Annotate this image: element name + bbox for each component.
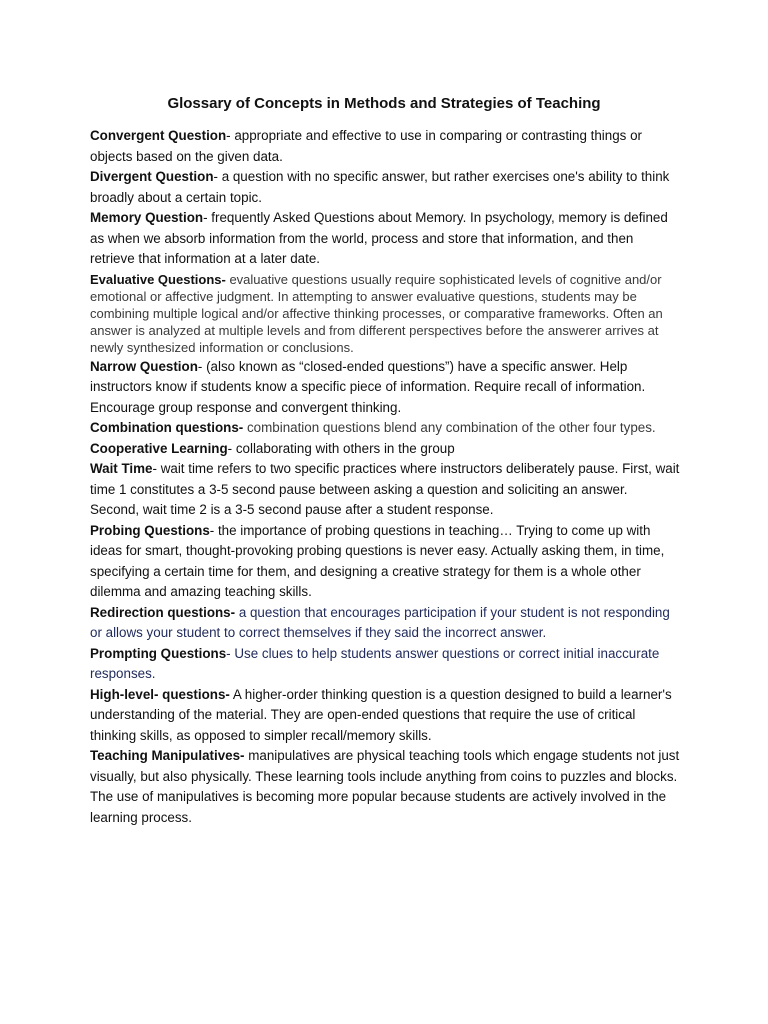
glossary-term: High-level- questions-: [90, 686, 230, 702]
glossary-entry-prompting-questions: [90, 644, 680, 685]
glossary-entry-evaluative-questions: [90, 270, 680, 357]
glossary-definition: - appropriate and effective to use in comparing or contrasting things or objects based on the given data.: [90, 128, 642, 164]
glossary-term: Cooperative Learning: [90, 440, 228, 456]
glossary-term: Teaching Manipulatives-: [90, 748, 245, 763]
glossary-definition: - collaborating with others in the group: [227, 440, 455, 456]
glossary-list: [90, 126, 680, 828]
page-title: Glossary of Concepts in Methods and Strategies of Teaching: [167, 95, 601, 112]
glossary-definition: evaluative questions usually require sophisticated levels of cognitive and/or emotional or affective judgment. In attempting to answer evaluative questions, students may be combining multiple logical and/or affective thinking processes, or comparative frameworks. Often an answer is analyzed at multiple levels and from different perspectives before the answerer arrives at newly synthesized information or conclusions.: [90, 271, 663, 355]
glossary-definition: a question that encourages participation if your student is not responding or allows your student to correct themselves if they said the incorrect answer.: [90, 604, 670, 640]
glossary-term: Convergent Question: [90, 128, 227, 143]
glossary-term: Redirection questions-: [90, 604, 236, 620]
glossary-definition: manipulatives are physical teaching tools which engage students not just visually, but also physically. These learning tools include anything from coins to puzzles and blocks. The use of manipulatives is becoming more popular because students are actively involved in the learning process.: [90, 748, 680, 825]
glossary-term: Divergent Question: [90, 169, 214, 184]
glossary-term: Memory Question: [90, 210, 204, 225]
glossary-entry-redirection-questions: [90, 603, 680, 644]
glossary-term: Combination questions-: [90, 420, 244, 435]
glossary-definition: combination questions blend any combination of the other four types.: [243, 420, 656, 435]
glossary-entry-combination-questions: [90, 418, 680, 439]
glossary-entry-high-level-questions: [90, 685, 680, 747]
glossary-entry-divergent-question: [90, 167, 680, 208]
glossary-entry-wait-time: [90, 459, 680, 521]
glossary-term: Wait Time: [90, 461, 153, 476]
glossary-entry-cooperative-learning: [90, 439, 680, 460]
glossary-definition: A higher-order thinking question is a question designed to build a learner's understanding of the material. They are open-ended questions that require the use of critical thinking skills, as opposed to simpler recall/memory skills.: [90, 686, 672, 743]
glossary-term: Prompting Questions: [90, 645, 227, 661]
glossary-definition: - the importance of probing questions in teaching… Trying to come up with ideas for smart, thought-provoking probing questions is never easy. Actually asking them, in time, specifying a certain time for them, and designing a creative strategy for them is a whole other dilemma and amazing teaching skills.: [90, 522, 665, 599]
glossary-term: Probing Questions: [90, 522, 210, 538]
glossary-term: Narrow Question: [90, 358, 198, 374]
glossary-definition: - wait time refers to two specific practices where instructors deliberately pause. First, wait time 1 constitutes a 3-5 second pause between asking a question and soliciting an answer. Second, wait time 2 is a 3-5 second pause after a student response.: [90, 461, 680, 517]
glossary-entry-teaching-manipulatives: [90, 746, 680, 828]
glossary-definition: - a question with no specific answer, but rather exercises one's ability to think broadly about a certain topic.: [90, 169, 670, 205]
glossary-definition: - frequently Asked Questions about Memory. In psychology, memory is defined as when we absorb information from the world, process and store that information, and then retrieve that information at a later date.: [90, 210, 668, 266]
document-page: [90, 0, 680, 828]
glossary-entry-convergent-question: [90, 126, 680, 167]
glossary-definition: - (also known as “closed-ended questions”) have a specific answer. Help instructors know if students know a specific piece of information. Require recall of information. Encourage group response and convergent thinking.: [90, 358, 646, 415]
glossary-entry-memory-question: [90, 208, 680, 270]
glossary-term: Evaluative Questions-: [90, 271, 226, 287]
glossary-entry-narrow-question: [90, 357, 680, 419]
glossary-entry-probing-questions: [90, 521, 680, 603]
glossary-definition: - Use clues to help students answer questions or correct initial inaccurate responses.: [90, 645, 660, 681]
